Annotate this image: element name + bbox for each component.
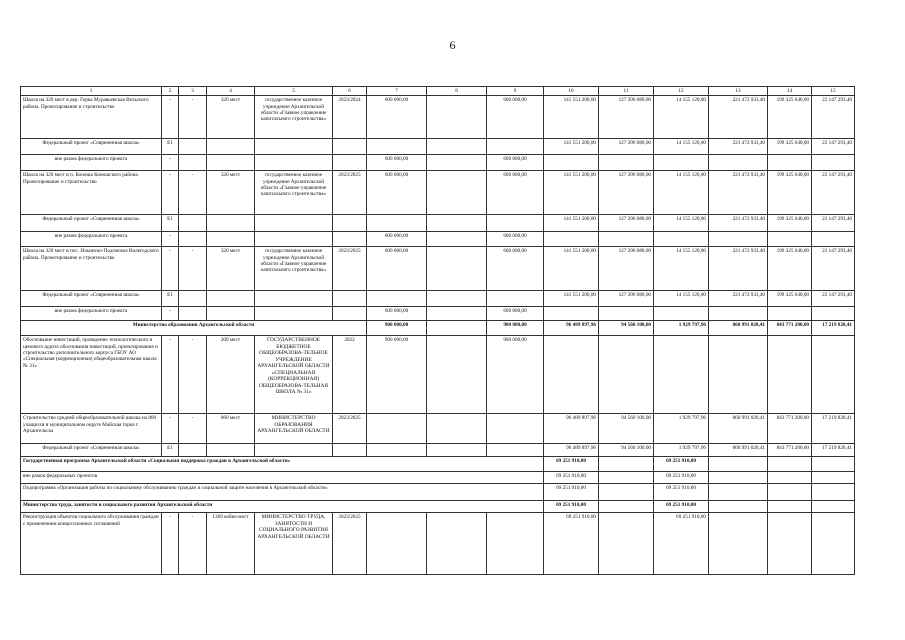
- page-number: 6: [449, 38, 456, 52]
- row-name-cell: вне рамок федерального проекта: [21, 307, 162, 321]
- header-cell: 7: [367, 87, 427, 96]
- table-row: [21, 155, 855, 171]
- header-cell: 10: [544, 87, 599, 96]
- table-cell: 900 000,00: [367, 336, 427, 414]
- table-cell: 69 251 910,00: [654, 457, 709, 472]
- table-cell: [812, 501, 855, 513]
- table-cell: [487, 215, 544, 232]
- table-cell: 22 147 293,40: [812, 96, 855, 139]
- table-row: [21, 139, 855, 155]
- table-row: [21, 247, 855, 291]
- row-name-cell: вне рамок федеральных проектов: [21, 472, 544, 484]
- row-name-cell: Реконструкция объектов социального обслуживания граждан с применением концессионных соглашений: [21, 513, 162, 575]
- table-cell: 600 000,00: [487, 96, 544, 139]
- table-cell: [654, 336, 709, 414]
- table-cell: [812, 307, 855, 321]
- table-cell: -: [179, 513, 207, 575]
- table-cell: 221 472 933,40: [709, 291, 768, 307]
- table-cell: 69 251 910,00: [544, 472, 599, 484]
- table-cell: 14 155 120,00: [654, 247, 709, 291]
- table-cell: [207, 307, 255, 321]
- table-cell: [709, 457, 768, 472]
- table-cell: [179, 291, 207, 307]
- table-cell: [599, 232, 654, 247]
- table-cell: 17 219 820,41: [812, 321, 855, 336]
- table-cell: [487, 139, 544, 155]
- table-cell: [812, 336, 855, 414]
- table-cell: [768, 307, 812, 321]
- table-cell: 600 000,00: [367, 171, 427, 215]
- header-cell: 6: [333, 87, 367, 96]
- table-cell: [709, 513, 768, 575]
- table-cell: 2023/2025: [333, 414, 367, 444]
- table-cell: государственное казенное учреждение Архангельской области «Главное управление капитального строительства»: [255, 96, 333, 139]
- table-cell: 14 155 120,00: [654, 291, 709, 307]
- table-cell: МИНИСТЕРСТВО ОБРАЗОВАНИЯ АРХАНГЕЛЬСКОЙ ОБЛАСТИ: [255, 414, 333, 444]
- table-cell: [333, 155, 367, 171]
- table-cell: [427, 171, 487, 215]
- table-cell: 221 472 933,40: [709, 247, 768, 291]
- table-cell: [427, 321, 487, 336]
- table-cell: [333, 291, 367, 307]
- table-cell: 69 251 910,00: [654, 472, 709, 484]
- table-cell: 94 560 100,00: [599, 444, 654, 457]
- header-cell: 12: [654, 87, 709, 96]
- table-cell: -: [179, 336, 207, 414]
- row-name-cell: вне рамок федерального проекта: [21, 232, 162, 247]
- table-cell: [427, 291, 487, 307]
- table-cell: [487, 414, 544, 444]
- table-cell: 1 929 797,96: [654, 414, 709, 444]
- table-cell: 69 251 910,00: [544, 513, 599, 575]
- table-row: [21, 232, 855, 247]
- table-cell: 127 396 080,00: [599, 291, 654, 307]
- table-row: [21, 513, 855, 575]
- table-cell: 127 396 080,00: [599, 247, 654, 291]
- table-cell: 14 155 120,00: [654, 171, 709, 215]
- table-row: [21, 457, 855, 472]
- table-cell: ГОСУДАРСТВЕННОЕ БЮДЖЕТНОЕ ОБЩЕОБРАЗОВА-ТЕЛЬНОЕ УЧРЕЖДЕНИЕ АРХАНГЕЛЬСКОЙ ОБЛАСТИ «СПЕЦИАЛЬНАЯ (КОРРЕКЦИОННАЯ) ОБЩЕОБРАЗОВА-ТЕЛЬНАЯ ШКОЛА № 31»: [255, 336, 333, 414]
- table-row: [21, 484, 855, 501]
- investment-table: [20, 86, 855, 575]
- table-row: [21, 96, 855, 139]
- table-cell: -: [162, 513, 179, 575]
- table-cell: -: [162, 155, 179, 171]
- table-cell: [427, 139, 487, 155]
- table-cell: [179, 307, 207, 321]
- table-cell: [367, 291, 427, 307]
- table-cell: [654, 307, 709, 321]
- table-cell: [255, 155, 333, 171]
- table-cell: 600 000,00: [367, 155, 427, 171]
- table-cell: 221 472 933,40: [709, 215, 768, 232]
- table-cell: -: [162, 414, 179, 444]
- table-cell: E1: [162, 139, 179, 155]
- table-cell: -: [162, 336, 179, 414]
- table-cell: 96 489 897,96: [544, 444, 599, 457]
- table-cell: -: [162, 232, 179, 247]
- table-cell: [768, 336, 812, 414]
- table-cell: [367, 414, 427, 444]
- table-cell: E1: [162, 444, 179, 457]
- table-cell: [599, 501, 654, 513]
- row-name-cell: Школа на 320 мест в пос. Ильинско-Подомское Вилегодского района. Проектирование и строительство: [21, 247, 162, 291]
- table-cell: [709, 232, 768, 247]
- table-cell: [207, 291, 255, 307]
- table-cell: МИНИСТЕРСТВО ТРУДА, ЗАНЯТОСТИ И СОЦИАЛЬНОГО РАЗВИТИЯ АРХАНГЕЛЬСКОЙ ОБЛАСТИ: [255, 513, 333, 575]
- table-cell: [709, 336, 768, 414]
- table-cell: 199 325 640,00: [768, 139, 812, 155]
- table-cell: 127 396 080,00: [599, 171, 654, 215]
- table-cell: [768, 457, 812, 472]
- table-cell: 221 472 933,40: [709, 171, 768, 215]
- table-cell: [654, 232, 709, 247]
- table-cell: 2023/2025: [333, 513, 367, 575]
- table-cell: E1: [162, 215, 179, 232]
- table-cell: [812, 155, 855, 171]
- table-cell: [709, 307, 768, 321]
- row-name-cell: Министерство труда, занятости и социального развития Архангельской области: [21, 501, 544, 513]
- table-cell: 221 472 933,40: [709, 96, 768, 139]
- table-row: [21, 291, 855, 307]
- table-cell: 17 219 820,41: [812, 414, 855, 444]
- table-cell: [599, 307, 654, 321]
- table-cell: 860 мест: [207, 414, 255, 444]
- table-cell: [544, 232, 599, 247]
- table-cell: [768, 501, 812, 513]
- table-cell: [487, 444, 544, 457]
- table-cell: 600 000,00: [367, 247, 427, 291]
- table-cell: [812, 513, 855, 575]
- header-cell: 1: [21, 87, 162, 96]
- table-cell: [544, 307, 599, 321]
- table-cell: [427, 307, 487, 321]
- table-cell: -: [179, 414, 207, 444]
- table-cell: [207, 155, 255, 171]
- table-cell: [427, 336, 487, 414]
- table-cell: [654, 155, 709, 171]
- table-cell: 22 147 293,40: [812, 215, 855, 232]
- table-cell: 96 489 897,96: [544, 321, 599, 336]
- table-cell: 14 155 120,00: [654, 215, 709, 232]
- table-cell: 860 991 020,41: [709, 444, 768, 457]
- table-cell: 17 219 820,41: [812, 444, 855, 457]
- header-cell: 2: [162, 87, 179, 96]
- table-cell: [427, 96, 487, 139]
- table-cell: [599, 513, 654, 575]
- table-cell: 22 147 293,40: [812, 291, 855, 307]
- table-cell: 320 мест: [207, 171, 255, 215]
- table-cell: 600 000,00: [487, 247, 544, 291]
- table-cell: 14 155 120,00: [654, 139, 709, 155]
- table-cell: -: [162, 171, 179, 215]
- table-cell: [255, 139, 333, 155]
- table-cell: 600 000,00: [487, 307, 544, 321]
- table-cell: 2022: [333, 336, 367, 414]
- table-cell: 14 155 120,00: [654, 96, 709, 139]
- header-cell: 8: [427, 87, 487, 96]
- table-cell: 94 560 100,00: [599, 414, 654, 444]
- table-cell: 69 251 910,00: [654, 513, 709, 575]
- row-name-cell: Федеральный проект «Современная школа»: [21, 215, 162, 232]
- table-cell: -: [162, 96, 179, 139]
- table-cell: [487, 513, 544, 575]
- table-cell: 860 991 020,41: [709, 321, 768, 336]
- table-cell: [768, 232, 812, 247]
- table-cell: 141 551 200,00: [544, 247, 599, 291]
- table-cell: [367, 513, 427, 575]
- table-cell: [367, 139, 427, 155]
- table-cell: [333, 139, 367, 155]
- header-cell: 9: [487, 87, 544, 96]
- row-name-cell: Школа на 320 мест в дер. Горка Муравьевская Вельского района. Проектирование и строительство: [21, 96, 162, 139]
- table-cell: [179, 139, 207, 155]
- table-cell: [333, 232, 367, 247]
- table-cell: 127 396 080,00: [599, 215, 654, 232]
- table-cell: [709, 472, 768, 484]
- table-cell: 1 929 797,96: [654, 444, 709, 457]
- table-cell: -: [179, 171, 207, 215]
- table-cell: [544, 155, 599, 171]
- table-cell: [812, 457, 855, 472]
- table-cell: 22 147 293,40: [812, 171, 855, 215]
- table-cell: [207, 232, 255, 247]
- table-cell: 900 000,00: [487, 321, 544, 336]
- table-cell: 199 325 640,00: [768, 96, 812, 139]
- table-cell: [255, 291, 333, 307]
- table-cell: [207, 139, 255, 155]
- table-cell: государственное казенное учреждение Архангельской области «Главное управление капитального строительства»: [255, 171, 333, 215]
- table-cell: [427, 444, 487, 457]
- table-cell: 2023/2025: [333, 171, 367, 215]
- table-cell: 199 325 640,00: [768, 247, 812, 291]
- table-cell: [487, 291, 544, 307]
- table-cell: [427, 414, 487, 444]
- header-cell: 14: [768, 87, 812, 96]
- table-row: [21, 215, 855, 232]
- table-cell: [768, 484, 812, 501]
- header-cell: 5: [255, 87, 333, 96]
- table-cell: 1369 койко-мест: [207, 513, 255, 575]
- table-cell: [179, 444, 207, 457]
- table-row: [21, 414, 855, 444]
- table-cell: [768, 155, 812, 171]
- table-cell: 320 мест: [207, 96, 255, 139]
- table-cell: государственное казенное учреждение Архангельской области «Главное управление капитального строительства»: [255, 247, 333, 291]
- table-cell: [427, 513, 487, 575]
- table-cell: [427, 232, 487, 247]
- table-cell: [207, 215, 255, 232]
- table-cell: 69 251 910,00: [654, 501, 709, 513]
- table-cell: 200 мест: [207, 336, 255, 414]
- table-cell: [333, 307, 367, 321]
- table-cell: 96 489 897,96: [544, 414, 599, 444]
- row-name-cell: Обоснование инвестиций, проведение технологического и ценового аудита обоснования инвестиций, проектирование и строительство дополнительного корпуса ГБОУ АО «Специальная (коррекционная) общеобразовательная школа № 31»: [21, 336, 162, 414]
- table-row: [21, 501, 855, 513]
- table-cell: 600 000,00: [487, 155, 544, 171]
- table-cell: [599, 457, 654, 472]
- table-row: [21, 444, 855, 457]
- table-cell: 141 551 200,00: [544, 96, 599, 139]
- table-cell: [179, 155, 207, 171]
- table-cell: [179, 232, 207, 247]
- table-row: [21, 336, 855, 414]
- table-cell: [709, 484, 768, 501]
- table-cell: 860 991 020,41: [709, 414, 768, 444]
- table-cell: [255, 307, 333, 321]
- table-cell: 320 мест: [207, 247, 255, 291]
- row-name-cell: Школа на 320 мест в п. Коноша Коношского района. Проектирование и строительство: [21, 171, 162, 215]
- table-row: [21, 307, 855, 321]
- table-cell: 199 325 640,00: [768, 291, 812, 307]
- table-cell: 843 771 200,00: [768, 321, 812, 336]
- header-cell: 13: [709, 87, 768, 96]
- table-cell: [599, 484, 654, 501]
- table-cell: [709, 501, 768, 513]
- row-name-cell: вне рамок федерального проекта: [21, 155, 162, 171]
- table-cell: 127 396 080,00: [599, 139, 654, 155]
- row-name-cell: Федеральный проект «Современная школа»: [21, 139, 162, 155]
- table-cell: [599, 155, 654, 171]
- table-cell: 69 251 910,00: [544, 501, 599, 513]
- table-cell: 900 000,00: [487, 336, 544, 414]
- row-name-cell: Подпрограмма «Организация работы по социальному обслуживанию граждан и социальной защите населения в Архангельской области»: [21, 484, 544, 501]
- table-cell: [367, 444, 427, 457]
- ministry-name-cell: Министерство образования Архангельской области: [21, 321, 367, 336]
- table-cell: [709, 155, 768, 171]
- table-cell: [255, 444, 333, 457]
- table-cell: 22 147 293,40: [812, 139, 855, 155]
- table-cell: [255, 215, 333, 232]
- table-cell: [333, 444, 367, 457]
- table-cell: 69 251 910,00: [544, 457, 599, 472]
- table-cell: [812, 232, 855, 247]
- table-cell: [599, 472, 654, 484]
- table-cell: 94 560 100,00: [599, 321, 654, 336]
- table-cell: [333, 215, 367, 232]
- table-cell: 843 771 200,00: [768, 444, 812, 457]
- table-cell: 221 472 933,40: [709, 139, 768, 155]
- table-cell: [255, 232, 333, 247]
- table-cell: 69 251 910,00: [544, 484, 599, 501]
- table-cell: 600 000,00: [487, 232, 544, 247]
- row-name-cell: Федеральный проект «Современная школа»: [21, 291, 162, 307]
- table-cell: [367, 215, 427, 232]
- table-cell: 22 147 293,40: [812, 247, 855, 291]
- row-name-cell: Государственная программа Архангельской области «Социальная поддержка граждан в Архангельской области»: [21, 457, 544, 472]
- table-cell: 199 325 640,00: [768, 215, 812, 232]
- table-cell: 69 251 910,00: [654, 484, 709, 501]
- row-name-cell: Федеральный проект «Современная школа»: [21, 444, 162, 457]
- table-cell: -: [179, 96, 207, 139]
- table-cell: 141 551 200,00: [544, 171, 599, 215]
- table-cell: [427, 155, 487, 171]
- table-cell: 900 000,00: [367, 321, 427, 336]
- header-cell: 15: [812, 87, 855, 96]
- table-cell: 141 551 200,00: [544, 139, 599, 155]
- table-cell: 600 000,00: [367, 96, 427, 139]
- row-name-cell: Строительство средней общеобразовательной школы на 860 учащихся в муниципальном округе Майская горка г. Архангельска: [21, 414, 162, 444]
- table-cell: -: [162, 307, 179, 321]
- table-cell: [768, 472, 812, 484]
- header-cell: 3: [179, 87, 207, 96]
- table-cell: 600 000,00: [367, 232, 427, 247]
- table-cell: 600 000,00: [367, 307, 427, 321]
- header-cell: 4: [207, 87, 255, 96]
- table-cell: 1 929 797,96: [654, 321, 709, 336]
- table-cell: E1: [162, 291, 179, 307]
- header-cell: 11: [599, 87, 654, 96]
- table-cell: [768, 513, 812, 575]
- table-cell: 600 000,00: [487, 171, 544, 215]
- table-cell: [599, 336, 654, 414]
- table-cell: [812, 472, 855, 484]
- table-row: [21, 472, 855, 484]
- table-cell: [544, 336, 599, 414]
- table-cell: [812, 484, 855, 501]
- table-cell: 199 325 640,00: [768, 171, 812, 215]
- table-row: [21, 171, 855, 215]
- table-row: [21, 321, 855, 336]
- table-cell: 2023/2025: [333, 247, 367, 291]
- table-cell: -: [179, 247, 207, 291]
- table-cell: [427, 247, 487, 291]
- table-header-row: [21, 87, 855, 96]
- table-cell: [207, 444, 255, 457]
- table-cell: 843 771 200,00: [768, 414, 812, 444]
- table-cell: [179, 215, 207, 232]
- table-cell: -: [162, 247, 179, 291]
- table-cell: 141 551 200,00: [544, 215, 599, 232]
- table-cell: 2023/2024: [333, 96, 367, 139]
- table-cell: [427, 215, 487, 232]
- table-cell: 141 551 200,00: [544, 291, 599, 307]
- table-cell: 127 396 080,00: [599, 96, 654, 139]
